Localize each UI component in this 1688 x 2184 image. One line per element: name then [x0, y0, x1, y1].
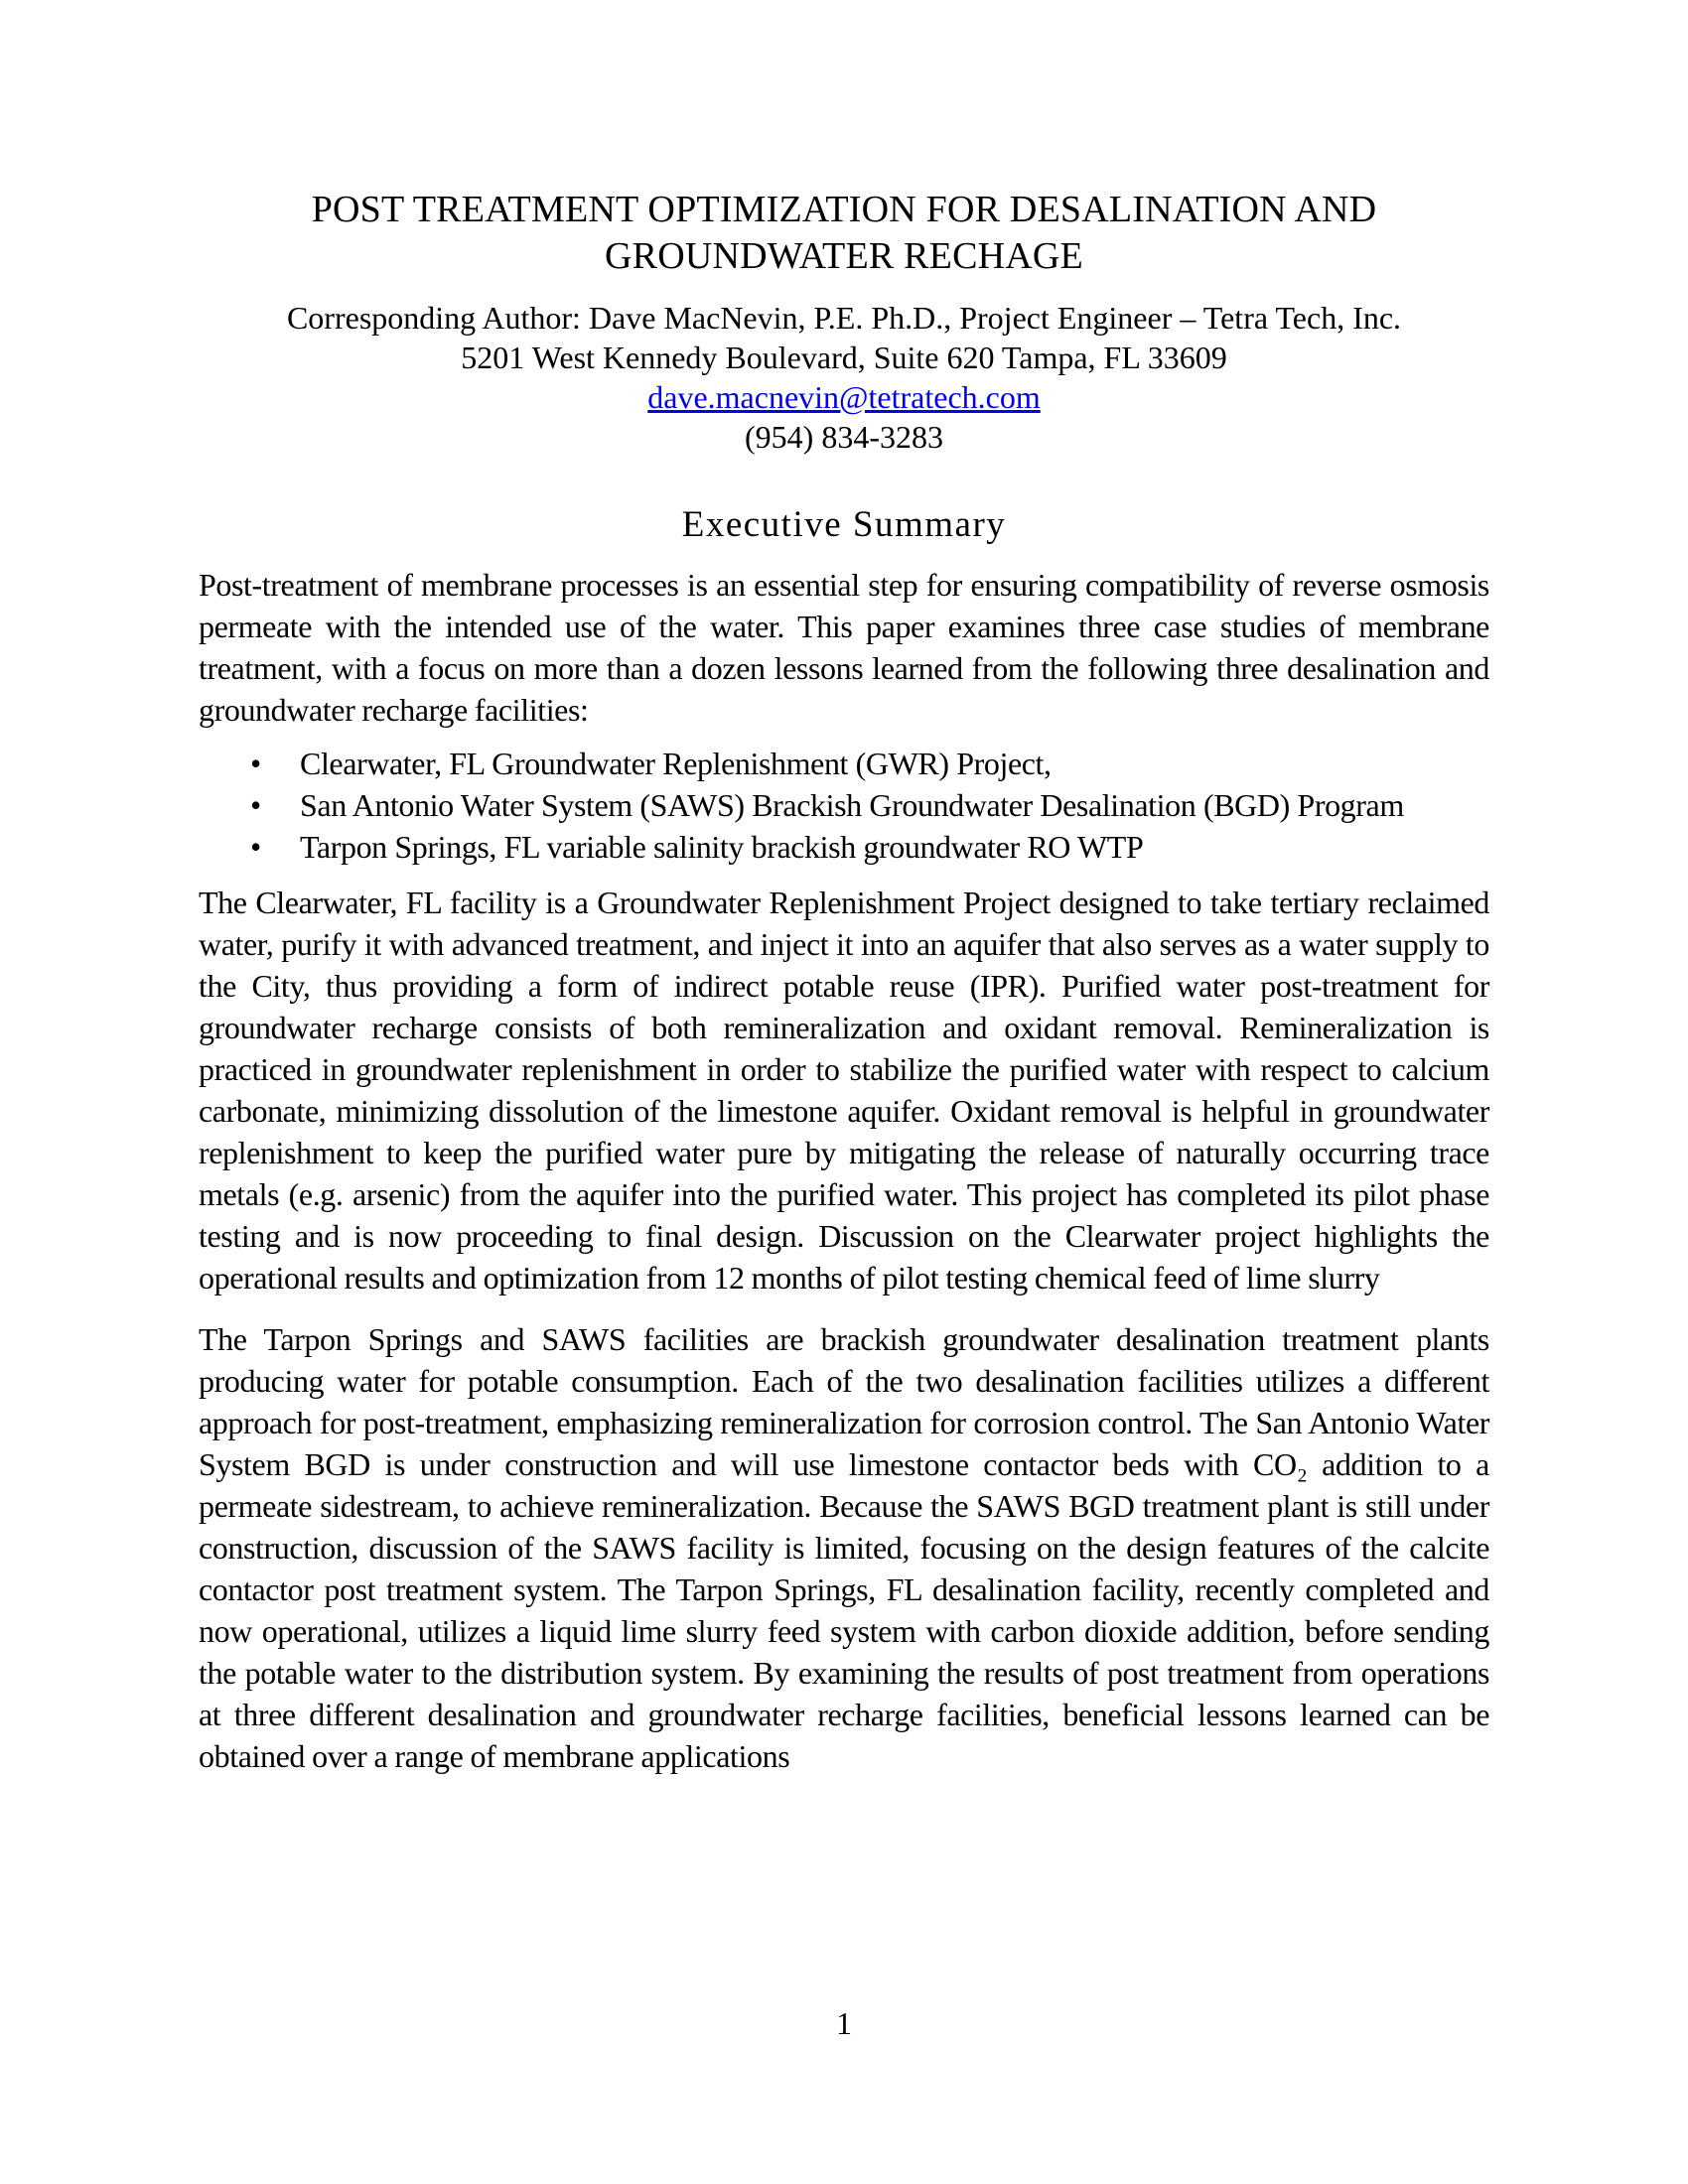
email-link[interactable]: dave.macnevin@tetratech.com [647, 379, 1041, 415]
author-block [199, 298, 1489, 457]
paper-title-line-2: GROUNDWATER RECHAGE [605, 235, 1083, 277]
facility-saws-label: San Antonio Water System (SAWS) Brackish Groundwater Desalination (BGD) Program [300, 787, 1404, 823]
page-number: 1 [836, 2005, 852, 2041]
paper-title-line-1: POST TREATMENT OPTIMIZATION FOR DESALINATION AND [311, 189, 1377, 230]
list-item [250, 826, 1489, 868]
list-item [250, 743, 1489, 784]
paragraph-clearwater: The Clearwater, FL facility is a Groundwater Replenishment Project designed to take tertiary reclaimed water, purify it with advanced treatment, and inject it into an aquifer that also serves as a water supply to the City, thus providing a form of indirect potable reuse (IPR). Purified water post-treatment for groundwater recharge consists of both remineralization and oxidant removal. Remineralization is practiced in groundwater replenishment in order to stabilize the purified water with respect to calcium carbonate, minimizing dissolution of the limestone aquifer. Oxidant removal is helpful in groundwater replenishment to keep the purified water pure by mitigating the release of naturally occurring trace metals (e.g. arsenic) from the aquifer into the purified water. This project has completed its pilot phase testing and is now proceeding to final design. Discussion on the Clearwater project highlights the operational results and optimization from 12 months of pilot testing chemical feed of lime slurry [199, 885, 1489, 1296]
list-item [250, 784, 1489, 826]
author-email-line [199, 377, 1489, 417]
facility-clearwater-label: Clearwater, FL Groundwater Replenishment (GWR) Project, [300, 746, 1052, 781]
bullet-icon: • [250, 829, 261, 865]
paragraph-tarpon-saws: The Tarpon Springs and SAWS facilities are brackish groundwater desalination treatment plants producing water for potable consumption. Each of the two desalination facilities utilizes a different approach for post-treatment, emphasizing remineralization for corrosion control. The San Antonio Water System BGD is under construction and will use limestone contactor beds with CO₂ addition to a permeate sidestream, to achieve remineralization. Because the SAWS BGD treatment plant is still under construction, discussion of the SAWS facility is limited, focusing on the design features of the calcite contactor post treatment system. The Tarpon Springs, FL desalination facility, recently completed and now operational, utilizes a liquid lime slurry feed system with carbon dioxide addition, before sending the potable water to the distribution system. By examining the results of post treatment from operations at three different desalination and groundwater recharge facilities, beneficial lessons learned can be obtained over a range of membrane applications [199, 1321, 1489, 1774]
author-phone-line: (954) 834-3283 [745, 419, 943, 455]
bullet-icon: • [250, 746, 261, 781]
facility-tarpon-label: Tarpon Springs, FL variable salinity brackish groundwater RO WTP [300, 829, 1144, 865]
paper-title [199, 187, 1489, 280]
corresponding-author-line: Corresponding Author: Dave MacNevin, P.E. Ph.D., Project Engineer – Tetra Tech, Inc. [286, 300, 1402, 336]
bullet-icon: • [250, 787, 261, 823]
paragraph-intro: Post-treatment of membrane processes is an essential step for ensuring compatibility of reverse osmosis permeate with the intended use of the water. This paper examines three case studies of membrane treatment, with a focus on more than a dozen lessons learned from the following three desalination and groundwater recharge facilities: [199, 567, 1489, 728]
executive-summary-heading: Executive Summary [681, 504, 1007, 545]
facility-bullet-list [199, 743, 1489, 868]
author-address-line: 5201 West Kennedy Boulevard, Suite 620 Tampa, FL 33609 [461, 340, 1227, 375]
